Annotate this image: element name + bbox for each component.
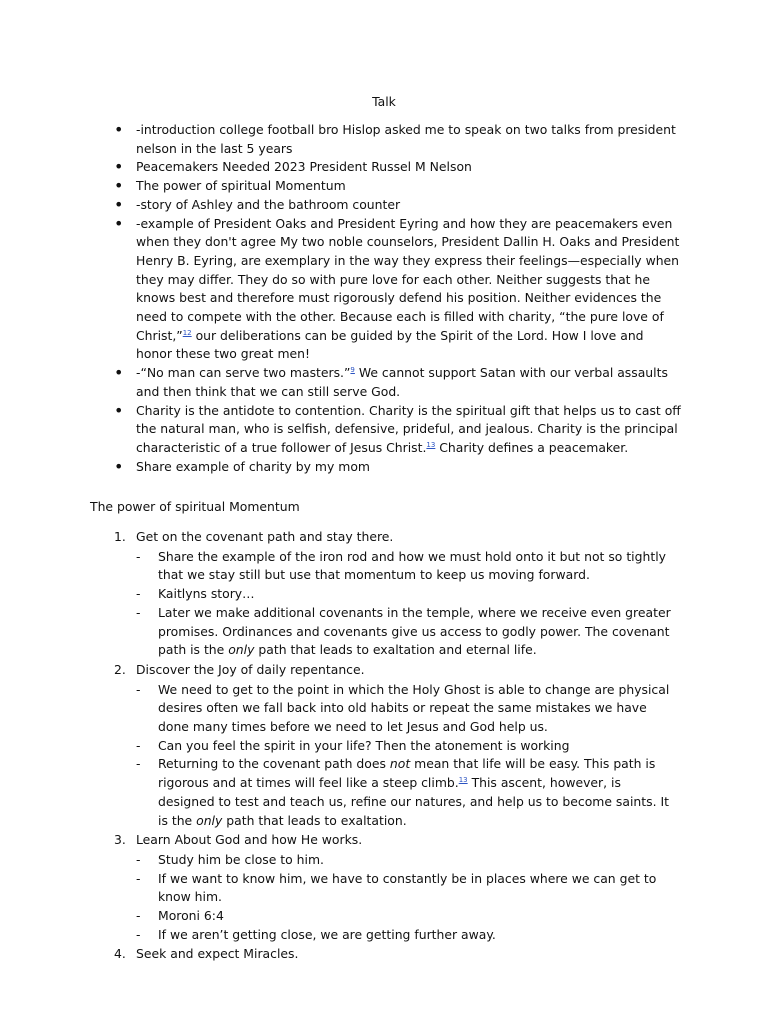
bullet-item: • Charity is the antidote to contention. Charity is the spiritual gift that helps us to cast off the natural man, who is selfish, defensive, prideful, and jealous. Charity is the principal characteristic of a true follower of Jesus Christ.$^{13}$ Charity defines a peacemaker. bbox=[136, 402, 681, 458]
document-title: Talk bbox=[372, 94, 396, 109]
bullet-item: • -story of Ashley and the bathroom counter bbox=[136, 196, 681, 215]
dash-item: - We need to get to the point in which the Holy Ghost is able to change are physical desires often we fall back into old habits or repeat the same mistakes we have done many times before we need to let Jesus and God help us. bbox=[158, 681, 681, 737]
footnote-link[interactable]: 13 bbox=[458, 776, 468, 785]
dash-item: - If we want to know him, we have to constantly be in places where we can get to know him. bbox=[158, 870, 681, 907]
dash-item: - Kaitlyns story… bbox=[158, 585, 681, 604]
section-heading: The power of spiritual Momentum bbox=[90, 499, 300, 514]
numbered-item: 4. Seek and expect Miracles. bbox=[136, 945, 681, 964]
bullet-item: • -example of President Oaks and President Eyring and how they are peacemakers even when they don't agree My two noble counselors, President Dallin H. Oaks and President Henry B. Eyring, are exemplary in the way they express their feelings—especially when they may differ. They do so with pure love for each other. Neither suggests that he knows best and therefore must rigorously defend his position. Neither evidences the need to compete with the other. Because each is filled with charity, “the pure love of Christ,”$^{12}$ our deliberations can be guided by the Spirit of the Lord. How I love and honor these two great men! bbox=[136, 215, 681, 365]
dash-item: - If we aren’t getting close, we are getting further away. bbox=[158, 926, 681, 945]
numbered-item: 1. Get on the covenant path and stay there. - Share the example of the iron rod and how we must hold onto it but not so tightly that we stay still but use that momentum to keep us moving forward. - Kaitlyns story… - Later we make additional covenants in the temple, where we receive even greater promises. Ordinances and covenants give us access to godly power. The covenant path is the only path that leads to exaltation and eternal life. bbox=[136, 528, 681, 660]
bullet-list bbox=[136, 121, 681, 476]
item-number: 2. bbox=[114, 661, 126, 677]
bullet-item: • The power of spiritual Momentum bbox=[136, 177, 681, 196]
dash-item: - Can you feel the spirit in your life? Then the atonement is working bbox=[158, 737, 681, 756]
item-number: 4. bbox=[114, 946, 126, 962]
dash-list bbox=[158, 681, 681, 831]
bullet-item: • -introduction college football bro Hislop asked me to speak on two talks from president nelson in the last 5 years bbox=[136, 121, 681, 158]
dash-item: - Study him be close to him. bbox=[158, 851, 681, 870]
item-number: 3. bbox=[114, 832, 126, 848]
dash-item: - Returning to the covenant path does not mean that life will be easy. This path is rigorous and at times will feel like a steep climb.$^{13}$ This ascent, however, is designed to test and teach us, refine our natures, and help us to become saints. It is the only path that leads to exaltation. bbox=[158, 755, 681, 830]
dash-item: - Moroni 6:4 bbox=[158, 907, 681, 926]
numbered-item: 3. Learn About God and how He works. - Study him be close to him. - If we want to know him, we have to constantly be in places where we can get to know him. - Moroni 6:4 - If we aren’t getting close, we are getting further away. bbox=[136, 831, 681, 944]
footnote-link[interactable]: 9 bbox=[350, 366, 355, 375]
footnote-link[interactable]: 12 bbox=[182, 328, 192, 337]
dash-item: - Share the example of the iron rod and how we must hold onto it but not so tightly that we stay still but use that momentum to keep us moving forward. bbox=[158, 548, 681, 585]
dash-list bbox=[158, 851, 681, 945]
numbered-list bbox=[114, 528, 681, 964]
item-number: 1. bbox=[114, 529, 126, 544]
numbered-item: 2. Discover the Joy of daily repentance. - We need to get to the point in which the Holy Ghost is able to change are physical desires often we fall back into old habits or repeat the same mistakes we have done many times before we need to let Jesus and God help us. - Can you feel the spirit in your life? Then the atonement is working - Returning to the covenant path does not mean that life will be easy. This path is rigorous and at times will feel like a steep climb.$^{13}$ This ascent, however, is designed to test and teach us, refine our natures, and help us to become saints. It is the only path that leads to exaltation. bbox=[136, 661, 681, 830]
dash-item: - Later we make additional covenants in the temple, where we receive even greater promises. Ordinances and covenants give us access to godly power. The covenant path is the only path that leads to exaltation and eternal life. bbox=[158, 604, 681, 660]
footnote-link[interactable]: 13 bbox=[426, 440, 436, 449]
bullet-item: • Peacemakers Needed 2023 President Russel M Nelson bbox=[136, 158, 681, 177]
dash-list bbox=[158, 548, 681, 660]
bullet-item: • -“No man can serve two masters.”$^9$ We cannot support Satan with our verbal assaults and then think that we can still serve God. bbox=[136, 364, 681, 401]
bullet-item: • Share example of charity by my mom bbox=[136, 458, 681, 477]
